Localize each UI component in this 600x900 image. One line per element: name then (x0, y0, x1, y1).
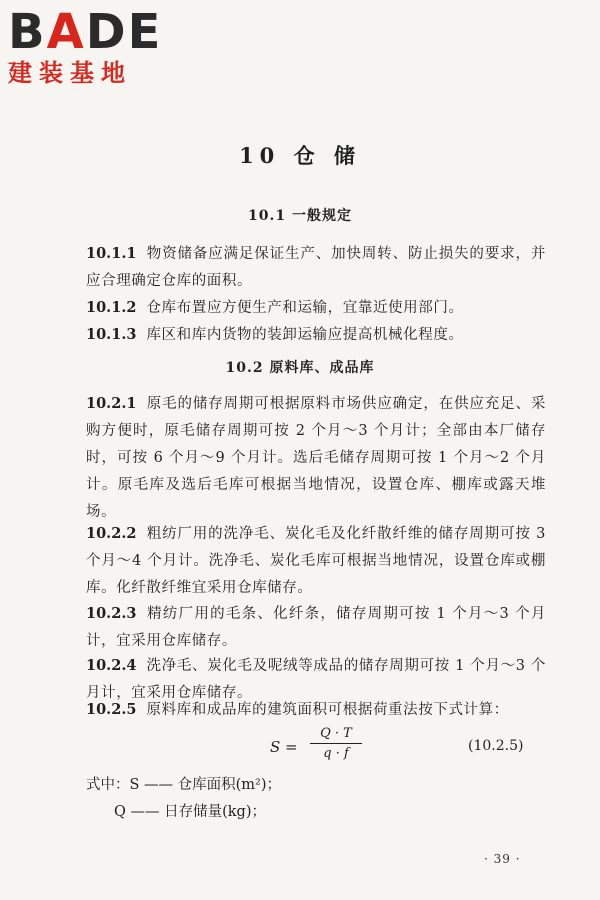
clause-text: 原料库和成品库的建筑面积可根据荷重法按下式计算： (146, 702, 509, 718)
clause-10-1-2 (86, 294, 546, 322)
page-number: · 39 · (484, 852, 521, 866)
clause-text: 精纺厂用的毛条、化纤条，储存周期可按 1 个月～3 个月计，宜采用仓库储存。 (86, 606, 546, 649)
clause-number: 10.2.1 (86, 395, 137, 412)
logo-subtitle: 建装基地 (8, 59, 132, 87)
clause-text: 物资储备应满足保证生产、加快周转、防止损失的要求，并应合理确定仓库的面积。 (86, 246, 546, 289)
clause-10-1-3 (86, 321, 546, 349)
clause-number: 10.2.5 (86, 701, 137, 718)
where-line-s: 式中：S —— 仓库面积(m²)； (86, 777, 282, 793)
clause-text: 洗净毛、炭化毛及呢绒等成品的储存周期可按 1 个月～3 个月计，宜采用仓库储存。 (86, 658, 546, 701)
chapter-title: 10 仓 储 (239, 143, 361, 168)
formula-numerator: Q · T (310, 726, 362, 744)
section-title-10-2: 10.2 原料库、成品库 (225, 360, 375, 376)
clause-number: 10.2.2 (86, 525, 137, 542)
clause-10-2-2 (86, 520, 546, 602)
clause-text: 库区和库内货物的装卸运输应提高机械化程度。 (146, 327, 464, 343)
where-line-q: Q —— 日存储量(kg)； (114, 804, 266, 820)
clause-text: 原毛的储存周期可根据原料市场供应确定，在供应充足、采购方便时，原毛储存周期可按 2 个月～3 个月计；全部由本厂储存时，可按 6 个月～9 个月计。选后毛储存周期可按 1 个月～2 个月计。原毛库及选后毛库可根据当地情况，设置仓库、棚库或露天堆场。 (86, 396, 546, 520)
area-formula (270, 726, 390, 778)
clause-10-2-3 (86, 600, 546, 655)
bade-logo (8, 4, 178, 98)
clause-number: 10.1.3 (86, 326, 137, 343)
formula-denominator: q · f (323, 746, 349, 761)
clause-text: 粗纺厂用的洗净毛、炭化毛及化纤散纤维的储存周期可按 3 个月～4 个月计。洗净毛、炭化毛库可根据当地情况，设置仓库或棚库。化纤散纤维宜采用仓库储存。 (86, 526, 546, 596)
clause-10-2-1 (86, 390, 546, 526)
clause-number: 10.1.1 (86, 245, 137, 262)
logo-wordmark: BADE (8, 4, 163, 60)
formula-fraction (310, 726, 362, 761)
clause-10-2-5 (86, 696, 546, 724)
clause-number: 10.2.3 (86, 605, 137, 622)
clause-text: 仓库布置应方便生产和运输，宜靠近使用部门。 (146, 300, 464, 316)
section-title-10-1: 10.1 一般规定 (248, 208, 352, 224)
clause-number: 10.2.4 (86, 657, 137, 674)
formula-label: (10.2.5) (468, 738, 524, 754)
formula-lhs: S = (270, 738, 298, 756)
clause-10-1-1 (86, 240, 546, 295)
clause-number: 10.1.2 (86, 299, 137, 316)
